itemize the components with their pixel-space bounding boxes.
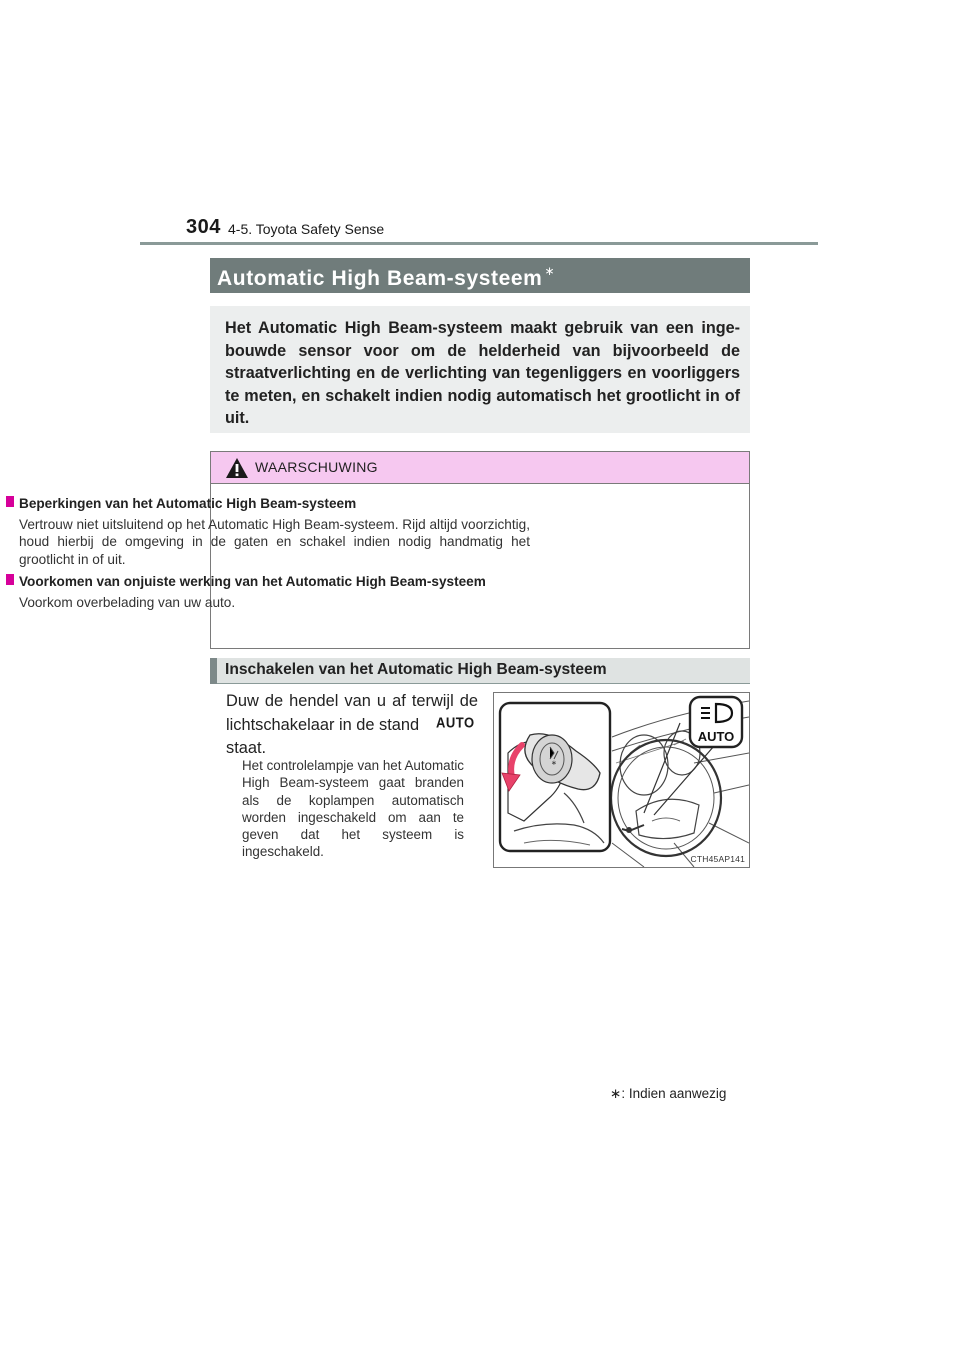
note-text: Het controlelampje van het Automatic High Beam-systeem gaat branden als de koplampen automatisch worden ingeschakeld om aan te geven dat het systeem is ingeschakeld.: [242, 758, 464, 860]
warning-item-heading: Beperkingen van het Automatic High Beam-systeem: [19, 496, 357, 511]
auto-indicator-label: AUTO: [697, 729, 735, 744]
section-title: 4-5. Toyota Safety Sense: [228, 221, 385, 237]
header-divider: [140, 242, 818, 245]
page-title-text: Automatic High Beam-systeem: [217, 267, 543, 290]
steering-column-illustration: [494, 693, 749, 867]
title-bar: [210, 258, 750, 293]
warning-item: [6, 573, 530, 611]
footnote: [610, 1086, 726, 1102]
step-line: lichtschakelaar in de stand: [226, 715, 420, 734]
subheading-text: Inschakelen van het Automatic High Beam-systeem: [225, 661, 607, 678]
svg-text:∗: ∗: [551, 760, 557, 767]
illustration: [493, 692, 750, 868]
warning-item: [6, 495, 530, 568]
intro-box: [210, 306, 750, 433]
figure-code: CTH45AP141: [690, 854, 745, 864]
square-bullet-icon: [6, 574, 14, 585]
warning-item-body: Vertrouw niet uitsluitend op het Automatic High Beam-systeem. Rijd altijd voorzichtig, houd hierbij de omgeving in de gaten en schakel indien nodig handmatig het grootlicht in of uit.: [19, 516, 530, 567]
footnote-marker: ∗: [610, 1086, 622, 1101]
step-line: Duw de hendel van u af terwijl de: [226, 692, 478, 710]
warning-item-body: Voorkom overbelading van uw auto.: [19, 594, 236, 610]
warning-triangle-icon: [225, 457, 249, 479]
square-bullet-icon: [6, 496, 14, 507]
warning-item-heading: Voorkomen van onjuiste werking van het Automatic High Beam-systeem: [19, 574, 486, 589]
step-line: staat.: [226, 739, 267, 757]
page-title: [217, 264, 555, 291]
page-number: 304: [186, 216, 221, 238]
auto-symbol: AUTO: [436, 713, 475, 732]
subheading-accent: [210, 658, 217, 684]
warning-title: WAARSCHUWING: [255, 459, 378, 475]
warning-header: [211, 452, 749, 484]
subheading-bar: [210, 658, 750, 684]
footnote-text: : Indien aanwezig: [621, 1086, 727, 1101]
footnote-marker: ∗: [544, 264, 556, 278]
intro-text: Het Automatic High Beam-systeem maakt gebruik van een ingebouwde sensor voor om de helderheid van bijvoorbeeld de straatverlichting en de verlichting van tegenliggers en voorliggers te meten, en schakelt indien nodig automatisch het grootlicht in of uit.: [225, 319, 740, 428]
